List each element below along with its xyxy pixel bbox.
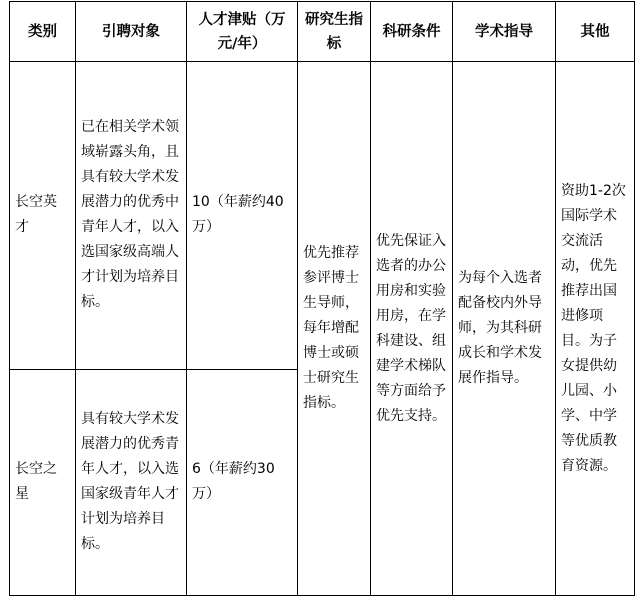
research-conditions-cell: 优先保证入选者的办公用房和实验用房，在学科建设、组建学术梯队等方面给予优先支持。 xyxy=(371,62,453,596)
category-cell: 长空英才 xyxy=(10,62,76,370)
category-cell: 长空之星 xyxy=(10,369,76,595)
header-allowance: 人才津贴（万元/年） xyxy=(187,2,298,62)
header-academic-guidance: 学术指导 xyxy=(453,2,556,62)
header-other: 其他 xyxy=(556,2,635,62)
allowance-cell: 10（年薪约40万） xyxy=(187,62,298,370)
academic-guidance-cell: 为每个入选者配备校内外导师，为其科研成长和学术发展作指导。 xyxy=(453,62,556,596)
talent-policy-table xyxy=(9,1,635,596)
header-grad-quota: 研究生指标 xyxy=(298,2,371,62)
header-target: 引聘对象 xyxy=(76,2,187,62)
target-cell: 具有较大学术发展潜力的优秀青年人才，以入选国家级青年人才计划为培养目标。 xyxy=(76,369,187,595)
header-research-conditions: 科研条件 xyxy=(371,2,453,62)
grad-quota-cell: 优先推荐参评博士生导师，每年增配博士或硕士研究生指标。 xyxy=(298,62,371,596)
header-row xyxy=(10,2,635,62)
allowance-cell: 6（年薪约30万） xyxy=(187,369,298,595)
target-cell: 已在相关学术领域崭露头角，且具有较大学术发展潜力的优秀中青年人才，以入选国家级高端人才计划为培养目标。 xyxy=(76,62,187,370)
other-cell: 资助1-2次国际学术交流活动，优先推荐出国进修项目。为子女提供幼儿园、小学、中学等优质教育资源。 xyxy=(556,62,635,596)
header-category: 类别 xyxy=(10,2,76,62)
table-row xyxy=(10,62,635,370)
